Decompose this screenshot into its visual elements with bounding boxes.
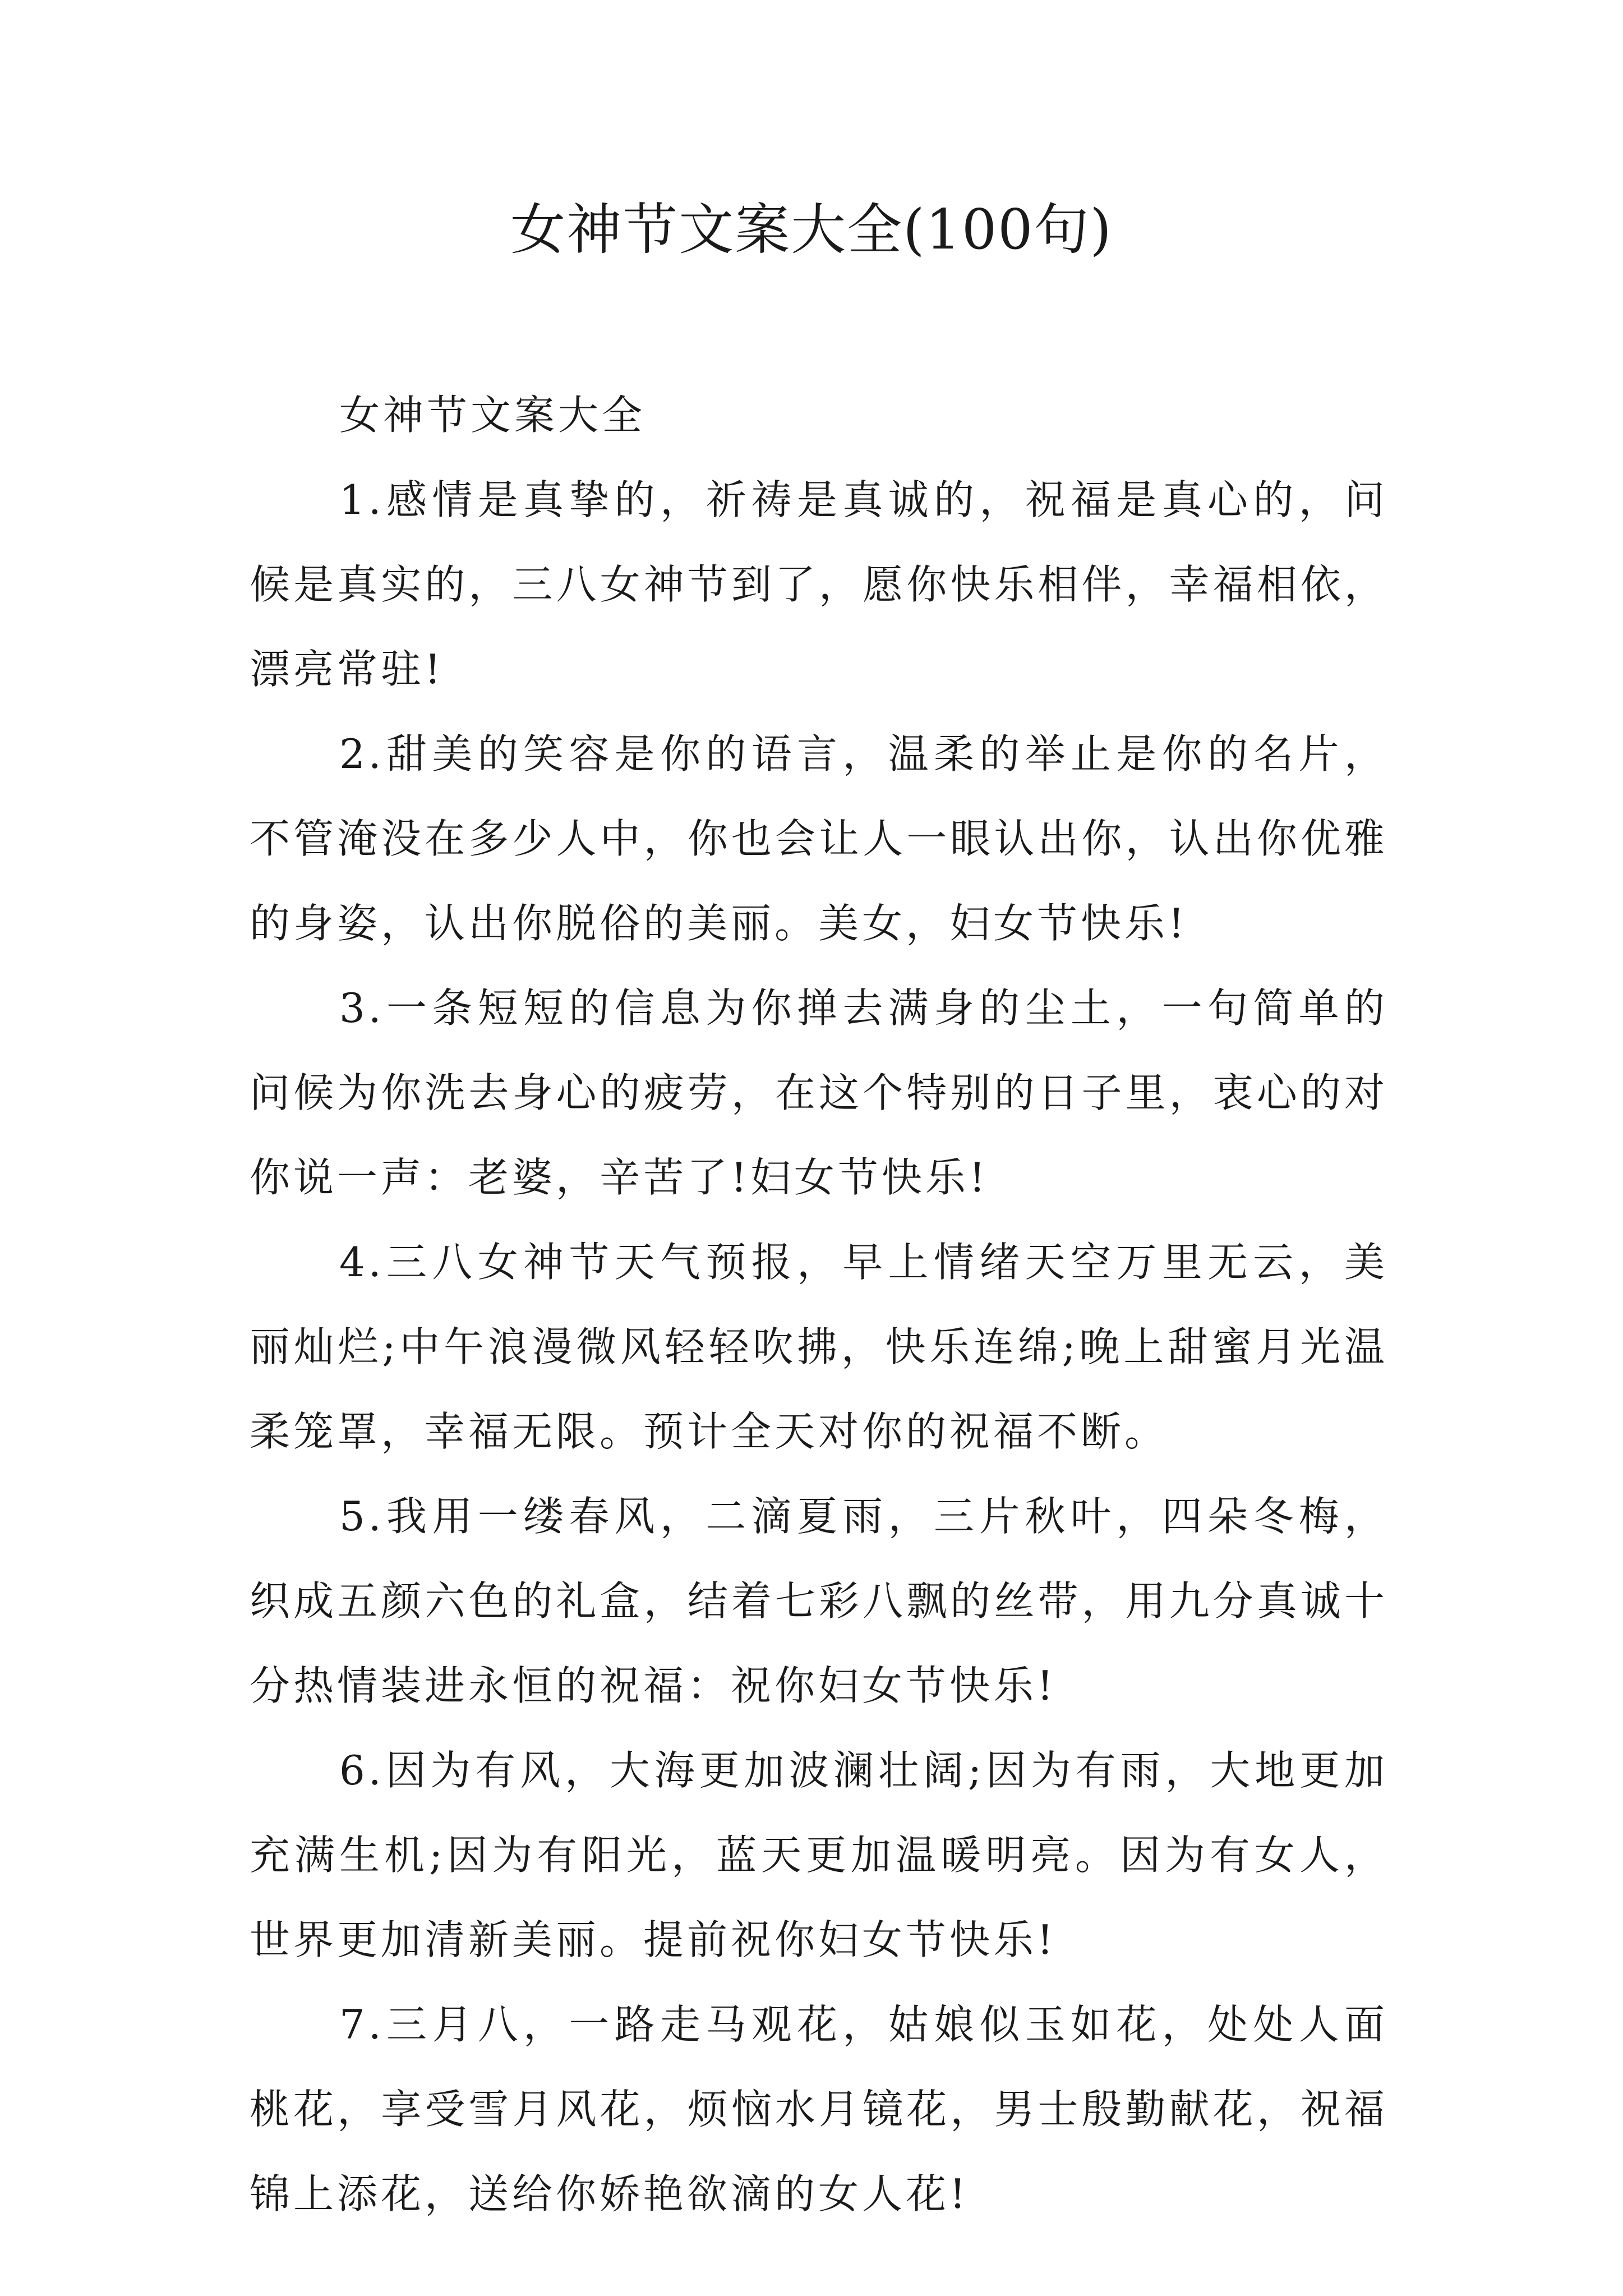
paragraph-item-6: 6.因为有风，大海更加波澜壮阔;因为有雨，大地更加充满生机;因为有阳光，蓝天更加温暖明亮。因为有女人，世界更加清新美丽。提前祝你妇女节快乐! xyxy=(250,1747,1388,1963)
paragraph-item-3: 3.一条短短的信息为你掸去满身的尘土，一句简单的问候为你洗去身心的疲劳，在这个特别的日子里，衷心的对你说一声：老婆，辛苦了!妇女节快乐! xyxy=(250,984,1388,1201)
paragraph-item-4: 4.三八女神节天气预报，早上情绪天空万里无云，美丽灿烂;中午浪漫微风轻轻吹拂，快乐连绵;晚上甜蜜月光温柔笼罩，幸福无限。预计全天对你的祝福不断。 xyxy=(250,1239,1388,1455)
paragraph-item-1: 1.感情是真挚的，祈祷是真诚的，祝福是真心的，问候是真实的，三八女神节到了，愿你快乐相伴，幸福相依，漂亮常驻! xyxy=(250,476,1388,693)
paragraph-item-2: 2.甜美的笑容是你的语言，温柔的举止是你的名片，不管淹没在多少人中，你也会让人一眼认出你，认出你优雅的身姿，认出你脱俗的美丽。美女，妇女节快乐! xyxy=(250,730,1388,947)
paragraph-item-7: 7.三月八，一路走马观花，姑娘似玉如花，处处人面桃花，享受雪月风花，烦恼水月镜花，男士殷勤献花，祝福锦上添花，送给你娇艳欲滴的女人花! xyxy=(250,2001,1388,2217)
document-body xyxy=(250,373,1388,2237)
paragraph-item-5: 5.我用一缕春风，二滴夏雨，三片秋叶，四朵冬梅，织成五颜六色的礼盒，结着七彩八飘的丝带，用九分真诚十分热情装进永恒的祝福：祝你妇女节快乐! xyxy=(250,1493,1388,1709)
document-subtitle: 女神节文案大全 xyxy=(339,392,646,439)
document-title: 女神节文案大全(100句) xyxy=(510,198,1113,262)
